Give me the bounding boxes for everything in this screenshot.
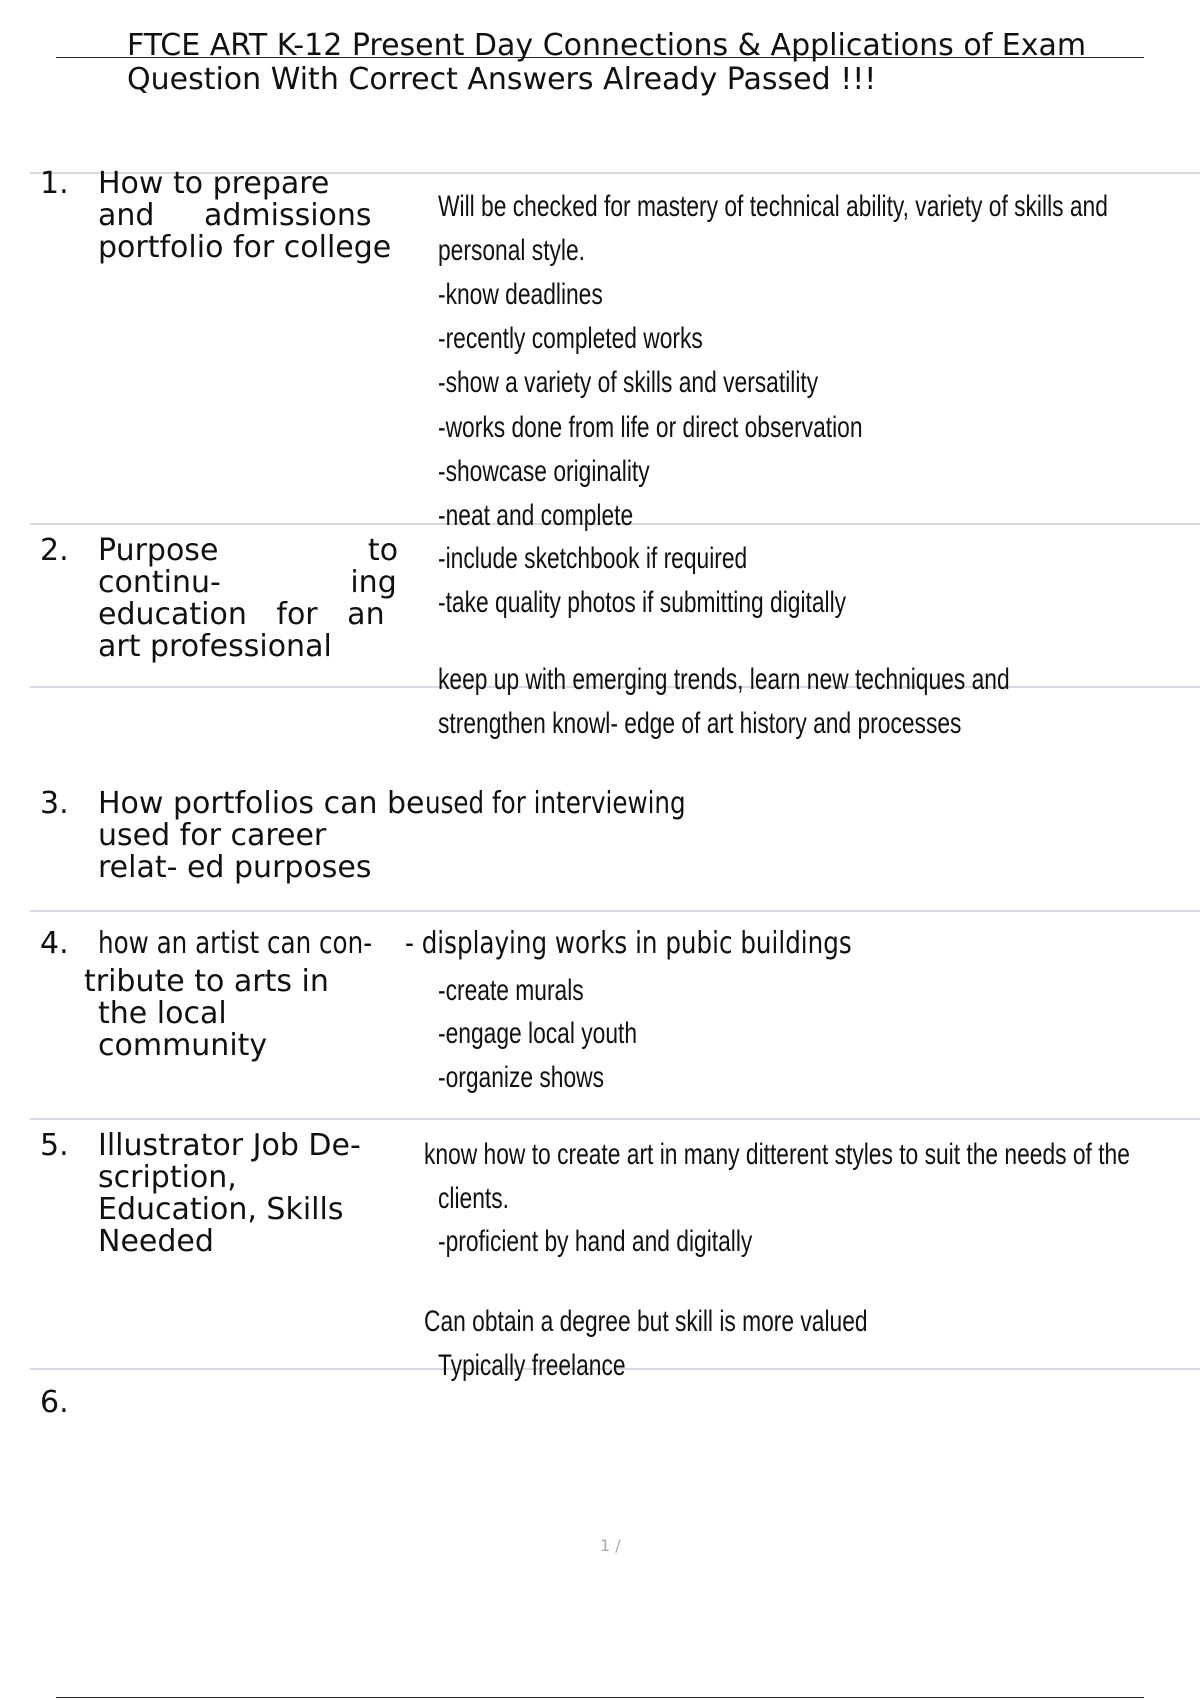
question-text [98,535,403,663]
document-title-line-2: Question With Correct Answers Already Passed !!! [127,62,877,97]
question-line: How to prepare [98,166,330,201]
answer-line: - displaying works in pubic buildings [405,926,852,961]
question-line: the local [98,996,227,1031]
answer-line: -proficient by hand and digitally [438,1225,753,1258]
row-divider [30,1118,1200,1120]
question-line: art professional [98,629,332,664]
question-line: tribute to arts in [84,964,329,999]
answer-line: -neat and complete [438,499,634,532]
question-line: community [98,1028,268,1063]
question-number: 2. [40,533,69,568]
question-line: portfolio for college [98,230,392,265]
answer-line: Typically freelance [438,1349,626,1382]
answer-line: -know deadlines [438,278,603,311]
question-text [98,786,425,885]
answer-line: -include sketchbook if required [438,542,748,575]
question-line: How portfolios can be [98,786,425,821]
question-number: 6. [40,1385,69,1420]
answer-line: -create murals [438,974,584,1007]
question-line: Needed [98,1224,214,1259]
answer-line: -engage local youth [438,1017,638,1050]
answer-line: -take quality photos if submitting digitally [438,586,847,619]
question-text [98,1130,406,1258]
question-line: continu- ing [98,565,397,600]
footer-rule [56,1697,1144,1698]
answer-line: clients. [438,1182,509,1215]
answer-line: -showcase originality [438,455,650,488]
answer-line: -show a variety of skills and versatility [438,366,819,399]
answer-line: -recently completed works [438,322,703,355]
answer-line: keep up with emerging trends, learn new techniques and [438,663,1010,696]
row-divider [30,910,1200,912]
question-number: 4. [40,926,69,961]
answer-line: -organize shows [438,1061,605,1094]
answer-line: -works done from life or direct observation [438,411,863,444]
answer-line: Can obtain a degree but skill is more valued [424,1305,868,1338]
question-line: how an artist can con- [98,926,373,961]
question-line: used for career [98,818,327,853]
question-number: 5. [40,1128,69,1163]
question-line: and admissions [98,198,372,233]
answer-line: strengthen knowl- edge of art history and processes [438,707,962,740]
question-line: scription, [98,1160,237,1195]
question-line: Purpose to [98,533,399,568]
answer-line: personal style. [438,234,586,267]
question-line: relat- ed purposes [98,850,372,885]
document-title-line-1: FTCE ART K-12 Present Day Connections & Applications of Exam [127,28,1087,63]
answer-line: Will be checked for mastery of technical ability, variety of skills and [438,190,1108,223]
answer-line: know how to create art in many ditterent styles to suit the needs of the [424,1138,1130,1171]
question-number: 3. [40,786,69,821]
question-text [98,168,406,264]
title-underline [56,57,1144,58]
answer-line: used for interviewing [425,786,686,821]
page-number: 1 / [600,1536,621,1555]
question-line: education for an [98,597,385,632]
question-line: Education, Skills [98,1192,344,1227]
question-number: 1. [40,166,69,201]
question-line: Illustrator Job De- [98,1128,361,1163]
